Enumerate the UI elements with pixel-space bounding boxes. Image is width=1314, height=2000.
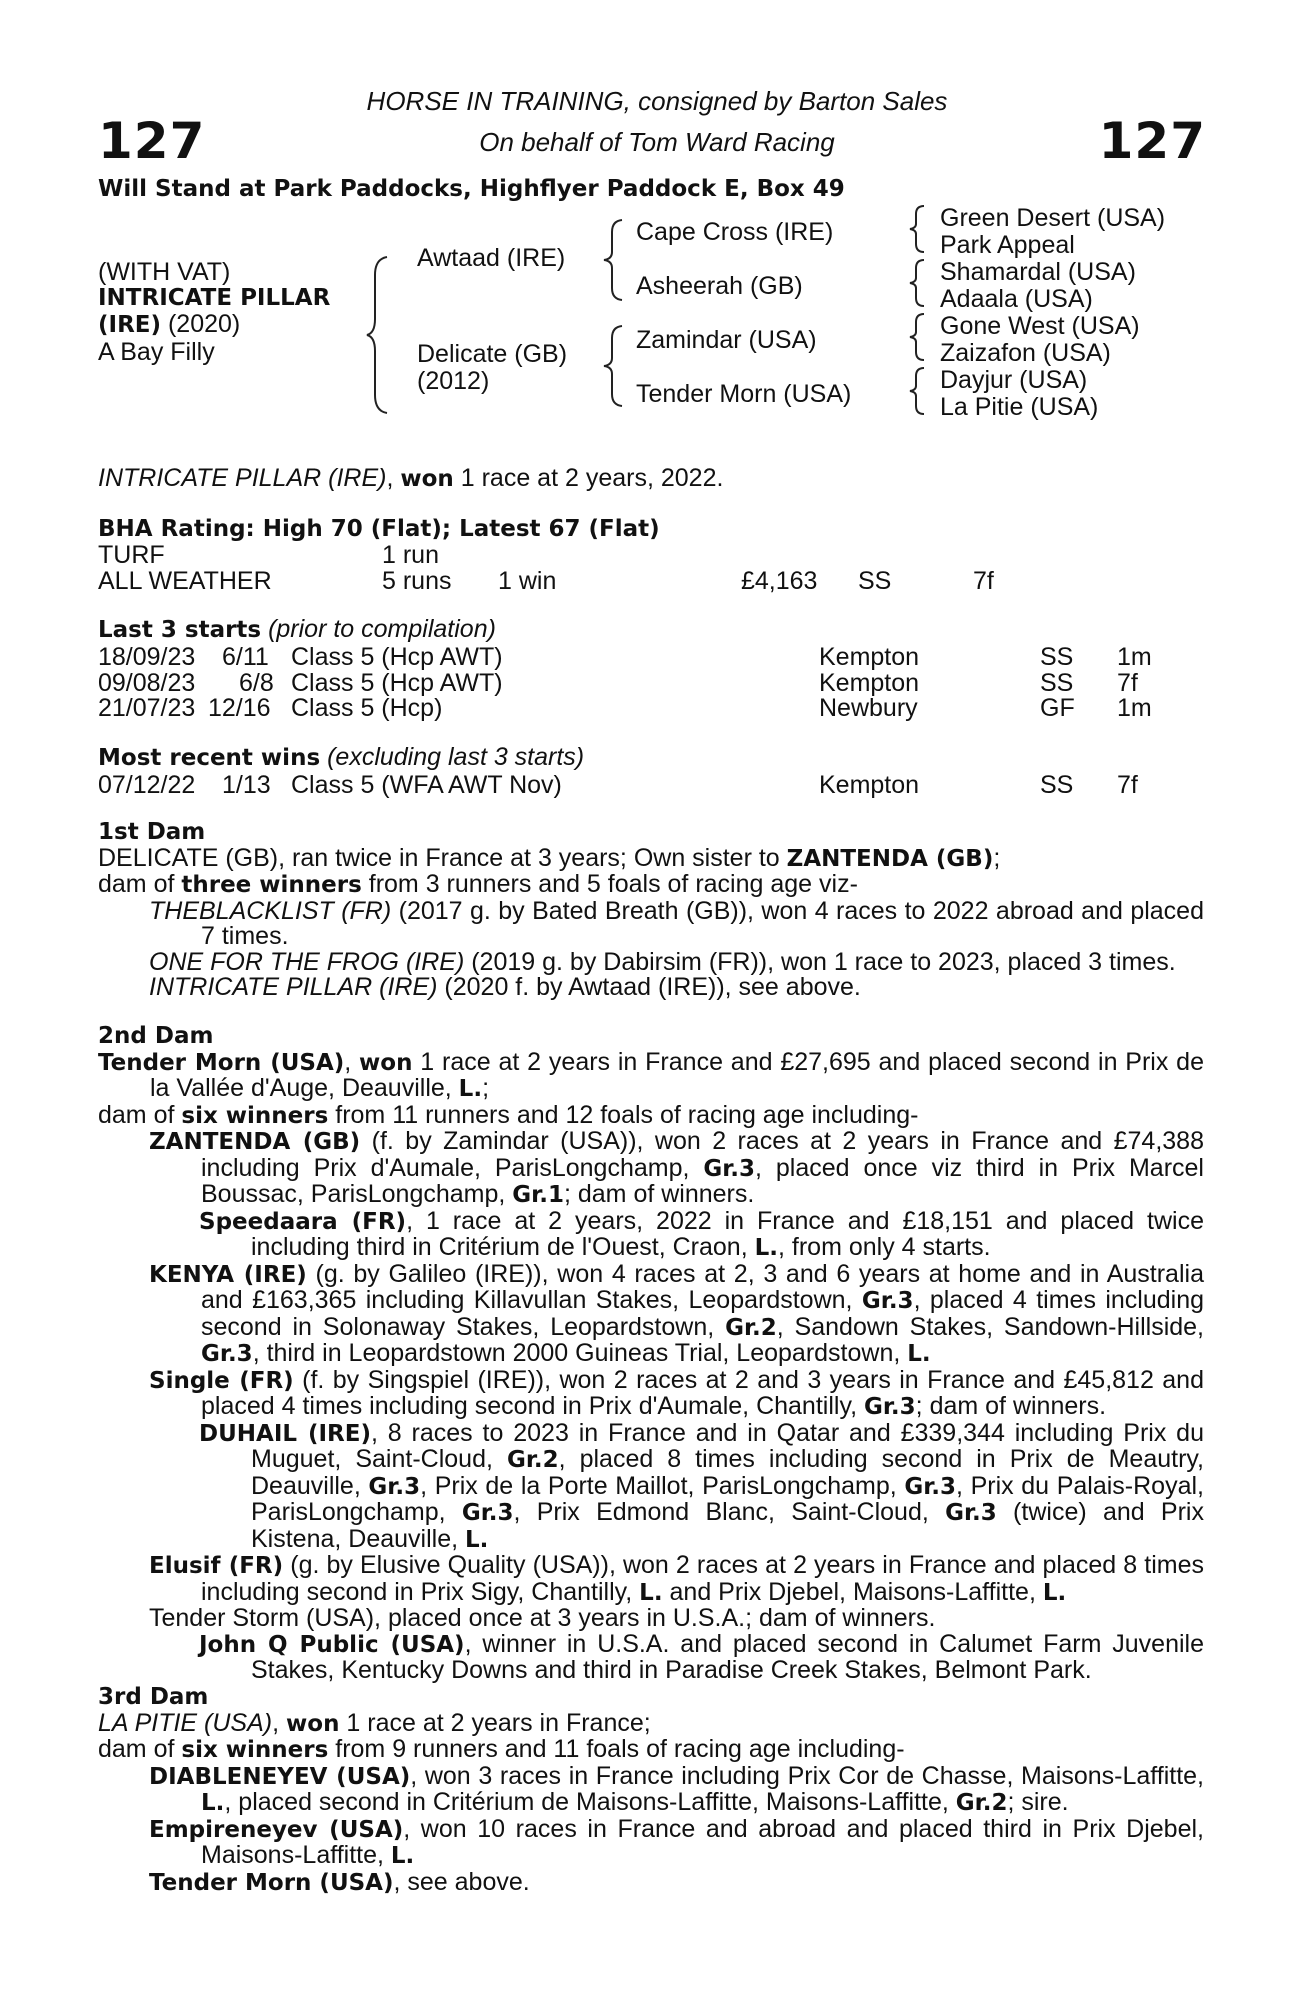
start-position: 6/11 [222, 643, 269, 671]
start-distance: 1m [1117, 694, 1152, 722]
second-dam-produce-summary: dam of six winners from 11 runners and 12 foals of racing age including- [98, 1100, 919, 1129]
third-dam-intro: LA PITIE (USA), won 1 race at 2 years in France; [98, 1708, 651, 1737]
lot-number-left: 127 [98, 112, 206, 170]
rating-going: SS [858, 567, 892, 595]
start-date: 21/07/23 [98, 694, 196, 722]
recent-wins-heading: Most recent wins (excluding last 3 starts) [98, 743, 585, 771]
rating-wins: 1 win [498, 567, 557, 595]
start-going: SS [1040, 643, 1074, 671]
dam-year: (2012) [417, 367, 490, 395]
race-summary: INTRICATE PILLAR (IRE), won 1 race at 2 years, 2022. [98, 464, 724, 492]
win-date: 07/12/22 [98, 771, 196, 799]
start-class: Class 5 (Hcp AWT) [291, 669, 503, 697]
ancestor-4: Adaala (USA) [940, 285, 1093, 313]
progeny-entry: KENYA (IRE) (g. by Galileo (IRE)), won 4 races at 2, 3 and 6 years at home and in Australia and £163,365 including Killavullan Stakes, Leopardstown, Gr.3, placed 4 times including second in Solonaway Stakes, Leopardstown, Gr.2, Sandown Stakes, Sandown-Hillside, Gr.3, third in Leopardstown 2000 Guineas Trial, Leopardstown, L. [149, 1259, 1205, 1367]
win-distance: 7f [1117, 771, 1138, 799]
brace-5 [906, 258, 928, 308]
rating-runs: 5 runs [382, 567, 452, 595]
brace-7 [906, 366, 928, 416]
rating-runs: 1 run [382, 541, 439, 569]
rating-prize: £4,163 [741, 567, 818, 595]
third-dam-produce-summary: dam of six winners from 9 runners and 11 foals of racing age including- [98, 1735, 905, 1763]
stand-location: Will Stand at Park Paddocks, Highflyer Paddock E, Box 49 [98, 176, 845, 202]
ancestor-7: Dayjur (USA) [940, 366, 1088, 394]
progeny-entry: DUHAIL (IRE), 8 races to 2023 in France and in Qatar and £339,344 including Prix du Muguet, Saint-Cloud, Gr.2, placed 8 times including second in Prix de Meautry, Deauville, Gr.3, Prix de la Porte Maillot, ParisLongchamp, Gr.3, Prix du Palais-Royal, ParisLongchamp, Gr.3, Prix Edmond Blanc, Saint-Cloud, Gr.3 (twice) and Prix Kistena, Deauville, L. [199, 1418, 1205, 1553]
rating-distance: 7f [973, 567, 994, 595]
first-dam-intro: DELICATE (GB), ran twice in France at 3 years; Own sister to ZANTENDA (GB); [98, 843, 1001, 872]
third-dam-heading: 3rd Dam [98, 1684, 209, 1710]
ancestor-3: Shamardal (USA) [940, 258, 1136, 286]
ancestor-8: La Pitie (USA) [940, 393, 1099, 421]
start-course: Kempton [819, 643, 920, 671]
progeny-entry: Empireneyev (USA), won 10 races in France and abroad and placed third in Prix Djebel, Maisons-Laffitte, L. [149, 1814, 1204, 1869]
sire-sire: Cape Cross (IRE) [636, 218, 834, 246]
progeny-entry: Tender Storm (USA), placed once at 3 years in U.S.A.; dam of winners. [149, 1604, 936, 1632]
win-position: 1/13 [222, 771, 271, 799]
progeny-entry: INTRICATE PILLAR (IRE) (2020 f. by Awtaad (IRE)), see above. [149, 973, 861, 1001]
start-position: 6/8 [239, 669, 274, 697]
dam: Delicate (GB) [417, 340, 568, 368]
start-date: 18/09/23 [98, 643, 196, 671]
consignment-title: HORSE IN TRAINING, consigned by Barton Sales [366, 86, 948, 116]
ancestor-1: Green Desert (USA) [940, 204, 1166, 232]
ancestor-2: Park Appeal [940, 231, 1075, 259]
start-distance: 1m [1117, 643, 1152, 671]
brace-6 [906, 312, 928, 362]
progeny-entry: DIABLENEYEV (USA), won 3 races in France including Prix Cor de Chasse, Maisons-Laffitte, L., placed second in Critérium de Maisons-Laffitte, Maisons-Laffitte, Gr.2; sire. [149, 1761, 1204, 1816]
dam-dam: Tender Morn (USA) [636, 380, 852, 408]
win-going: SS [1040, 771, 1074, 799]
second-dam-heading: 2nd Dam [98, 1023, 214, 1049]
sire: Awtaad (IRE) [417, 244, 566, 272]
progeny-entry: THEBLACKLIST (FR) (2017 g. by Bated Breath (GB)), won 4 races to 2022 abroad and placed 7 times. [149, 896, 1204, 950]
first-dam-produce-summary: dam of three winners from 3 runners and 5 foals of racing age viz- [98, 870, 858, 898]
start-class: Class 5 (Hcp AWT) [291, 643, 503, 671]
rating-heading: BHA Rating: High 70 (Flat); Latest 67 (Flat) [98, 516, 660, 542]
vat-note: (WITH VAT) [98, 258, 231, 286]
start-date: 09/08/23 [98, 669, 196, 697]
consignment-subtitle: On behalf of Tom Ward Racing [479, 127, 835, 157]
brace-1 [365, 255, 395, 415]
last3-heading: Last 3 starts (prior to compilation) [98, 615, 496, 643]
win-course: Kempton [819, 771, 920, 799]
win-class: Class 5 (WFA AWT Nov) [291, 771, 562, 799]
brace-2 [600, 218, 630, 303]
start-course: Kempton [819, 669, 920, 697]
brace-4 [906, 204, 928, 254]
start-position: 12/16 [208, 694, 271, 722]
start-going: GF [1040, 694, 1075, 722]
dam-sire: Zamindar (USA) [636, 326, 817, 354]
progeny-entry: ONE FOR THE FROG (IRE) (2019 g. by Dabirsim (FR)), won 1 race to 2023, placed 3 times. [149, 947, 1176, 976]
start-course: Newbury [819, 694, 918, 722]
second-dam-section [98, 1024, 1204, 1684]
start-distance: 7f [1117, 669, 1138, 697]
rating-surface: ALL WEATHER [98, 567, 272, 595]
first-dam-heading: 1st Dam [98, 819, 206, 845]
third-dam-section [98, 1685, 1204, 1896]
sire-dam: Asheerah (GB) [636, 272, 803, 300]
progeny-entry: Tender Morn (USA), see above. [149, 1867, 530, 1896]
first-dam-section [98, 820, 1204, 1001]
second-dam-intro: Tender Morn (USA), won 1 race at 2 years in France and £27,695 and placed second in Prix de la Vallée d'Auge, Deauville, L.; [98, 1047, 1204, 1102]
start-class: Class 5 (Hcp) [291, 694, 443, 722]
horse-name-line2: (IRE) (2020) [98, 310, 241, 338]
horse-description: A Bay Filly [98, 338, 215, 366]
ancestor-6: Zaizafon (USA) [940, 339, 1111, 367]
horse-name: INTRICATE PILLAR [98, 285, 331, 311]
ancestor-5: Gone West (USA) [940, 312, 1140, 340]
progeny-entry: Speedaara (FR), 1 race at 2 years, 2022 in France and £18,151 and placed twice including third in Critérium de l'Ouest, Craon, L., from only 4 starts. [199, 1206, 1204, 1261]
lot-number-right: 127 [1098, 112, 1206, 170]
progeny-entry: ZANTENDA (GB) (f. by Zamindar (USA)), won 2 races at 2 years in France and £74,388 including Prix d'Aumale, ParisLongchamp, Gr.3, placed once viz third in Prix Marcel Boussac, ParisLongchamp, Gr.1; dam of winners. [149, 1127, 1204, 1208]
rating-surface: TURF [98, 541, 165, 569]
progeny-entry: Elusif (FR) (g. by Elusive Quality (USA)), won 2 races at 2 years in France and placed 8 times including second in Prix Sigy, Chantilly, L. and Prix Djebel, Maisons-Laffitte, L. [149, 1551, 1204, 1606]
brace-3 [600, 324, 630, 409]
start-going: SS [1040, 669, 1074, 697]
progeny-entry: John Q Public (USA), winner in U.S.A. and placed second in Calumet Farm Juvenile Stakes, Kentucky Downs and third in Paradise Creek Stakes, Belmont Park. [199, 1629, 1205, 1684]
progeny-entry: Single (FR) (f. by Singspiel (IRE)), won 2 races at 2 and 3 years in France and £45,812 and placed 4 times including second in Prix d'Aumale, Chantilly, Gr.3; dam of winners. [149, 1365, 1204, 1420]
